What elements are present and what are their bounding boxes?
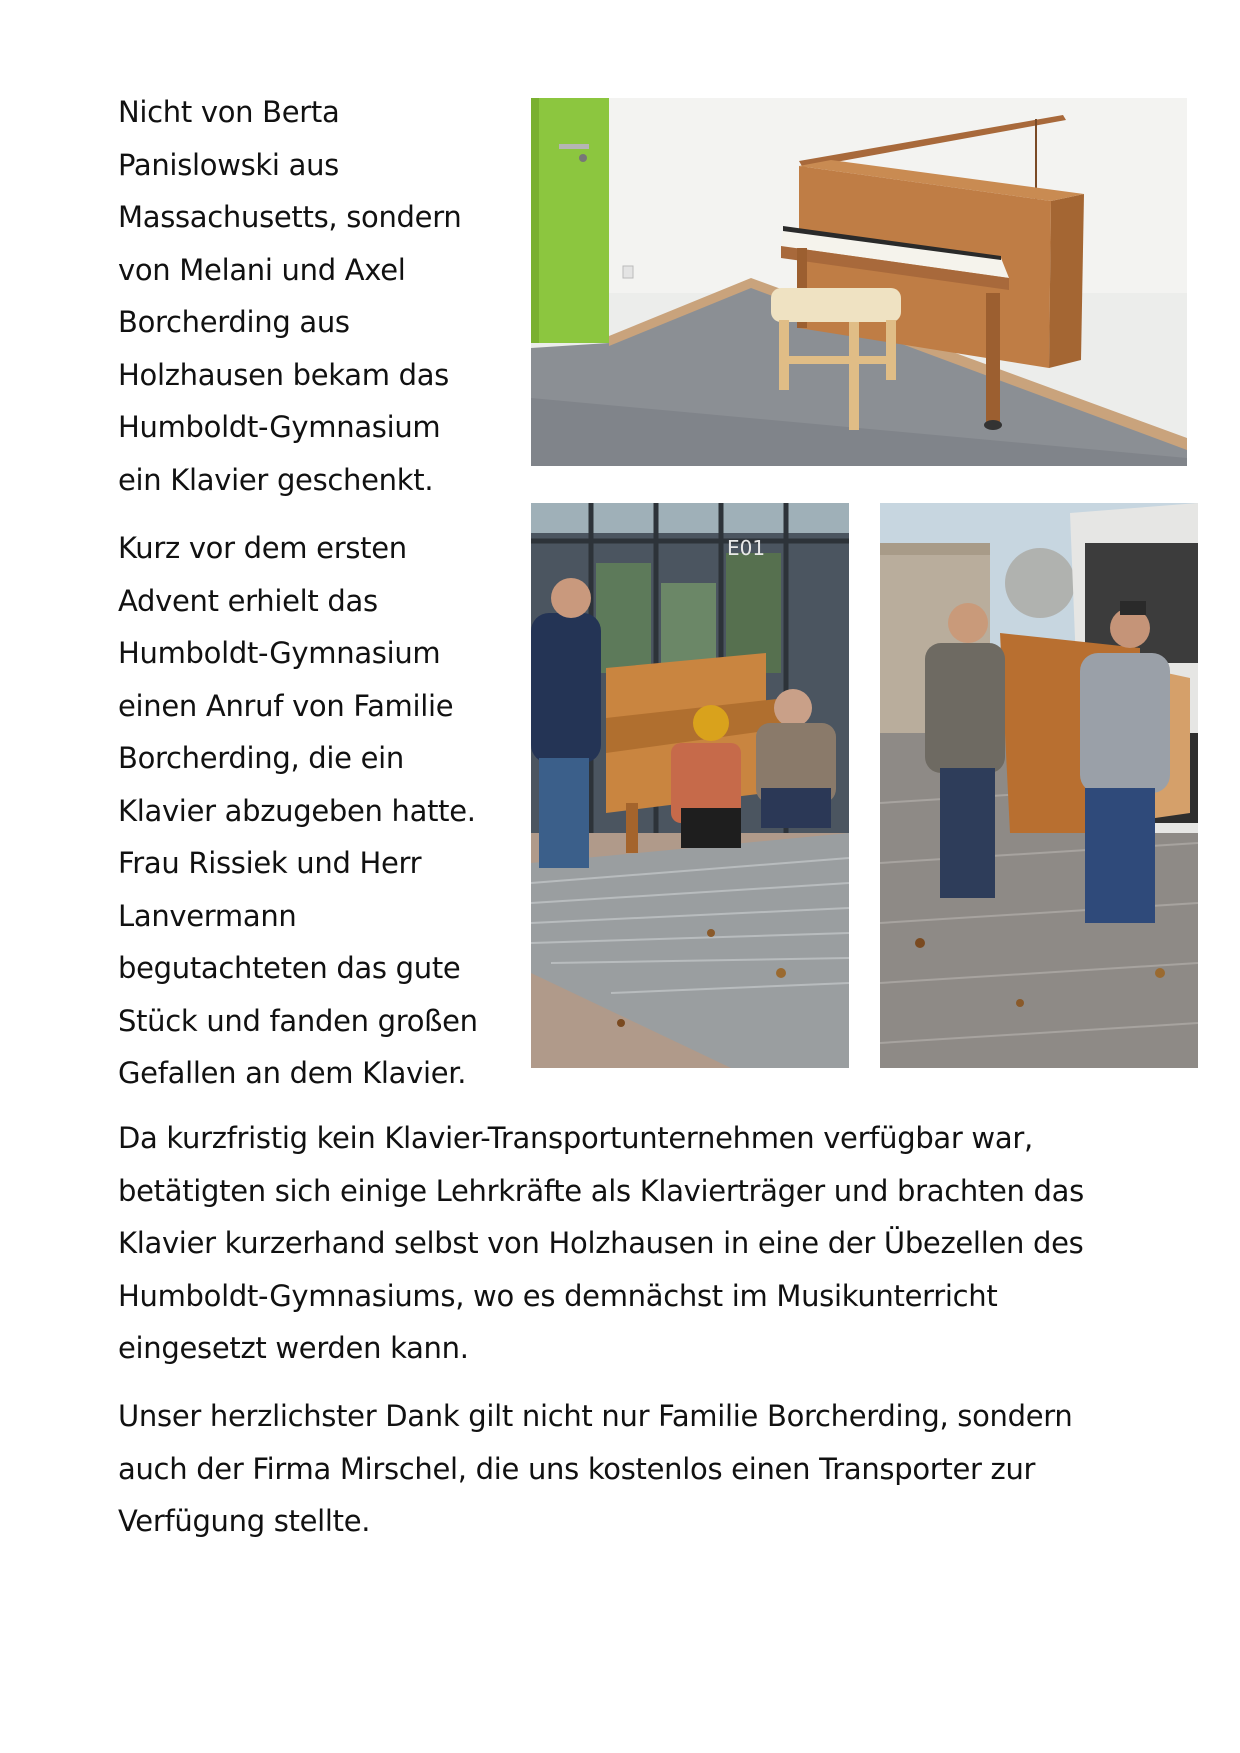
- door-sign-e01: E01: [727, 536, 766, 560]
- paragraph-advent-call: Kurz vor dem ersten Advent erhielt das Humboldt-Gymnasium einen Anruf von Familie Borcherding, die ein Klavier abzugeben hatte. Frau Rissiek und Herr Lanvermann begutachteten das gute Stück und fanden großen Gefallen an dem Klavier.: [118, 531, 478, 1090]
- paragraph-intro: Nicht von Berta Panislowski aus Massachusetts, sondern von Melani und Axel Borcherding aus Holzhausen bekam das Humboldt-Gymnasium ein Klavier geschenkt.: [118, 95, 462, 497]
- paragraph-transport: Da kurzfristig kein Klavier-Transportunternehmen verfügbar war, betätigten sich einige Lehrkräfte als Klavierträger und brachten das Klavier kurzerhand selbst von Holzhausen in eine der Übezellen des Humboldt-Gymnasiums, wo es demnächst im Musikunterricht eingesetzt werden kann.: [118, 1121, 1084, 1365]
- photo-loading-van: [880, 503, 1198, 1068]
- photo-piano-in-room: [531, 98, 1187, 466]
- paragraph-thanks: Unser herzlichster Dank gilt nicht nur Familie Borcherding, sondern auch der Firma Mirschel, die uns kostenlos einen Transporter zur Verfügung stellte.: [118, 1399, 1073, 1538]
- photo-carrying-piano-entrance: [531, 503, 849, 1068]
